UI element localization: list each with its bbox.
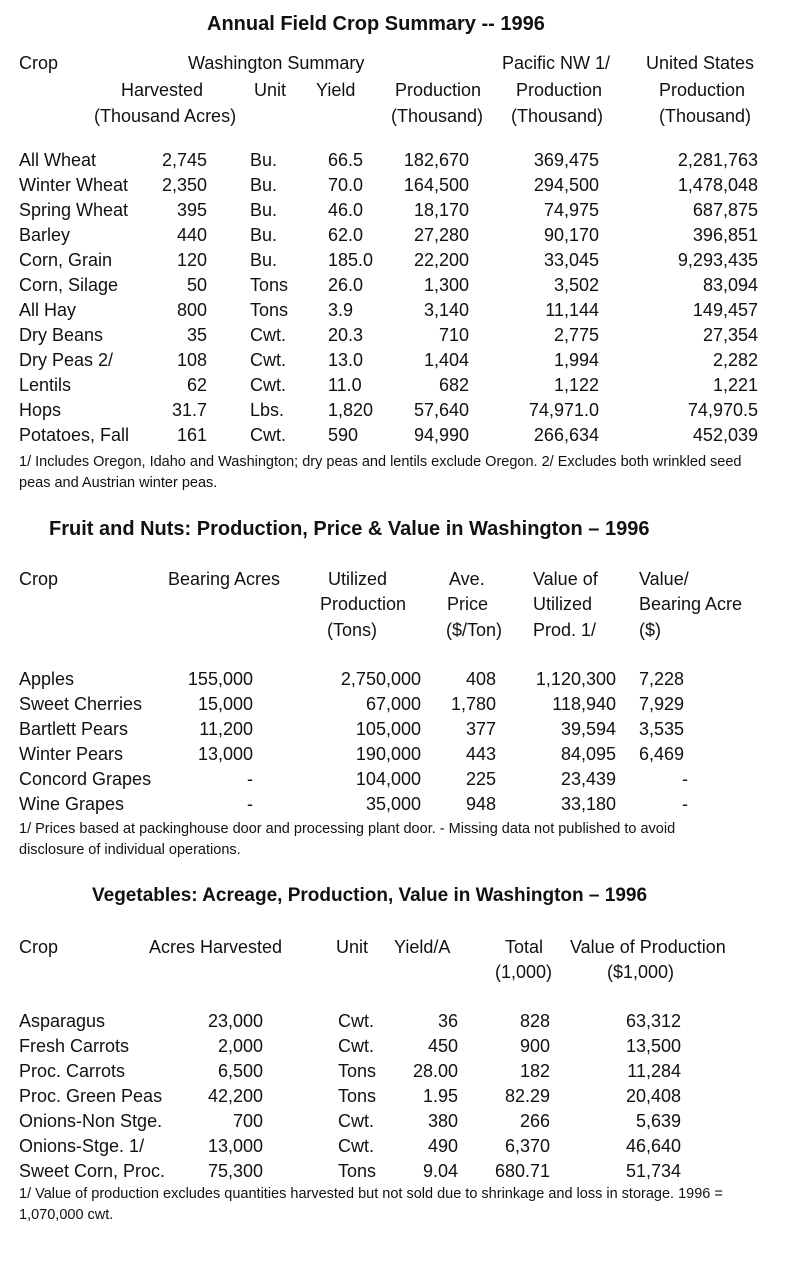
field-cell-harvested: 120: [176, 250, 207, 270]
veg-cell-total: 182: [519, 1061, 550, 1081]
field-cell-pnw-production: 369,475: [533, 150, 599, 170]
veg-cell-crop: Onions-Non Stge.: [19, 1111, 163, 1131]
veg-cell-crop: Fresh Carrots: [19, 1036, 130, 1056]
fruit-cell-crop: Winter Pears: [19, 744, 124, 764]
veg-cell-yield: 380: [427, 1111, 458, 1131]
field-cell-production: 3,140: [423, 300, 469, 320]
veg-cell-value: 20,408: [625, 1086, 681, 1106]
field-cell-production: 164,500: [403, 175, 469, 195]
field-cell-yield: 46.0: [328, 200, 364, 220]
veg-header-crop: Crop: [19, 937, 59, 957]
fruit-cell-crop: Apples: [19, 669, 75, 689]
veg-cell-unit: Tons: [338, 1086, 377, 1106]
field-cell-crop: Dry Beans: [19, 325, 104, 345]
field-header-united-states: United States: [646, 53, 755, 73]
veg-cell-yield: 450: [427, 1036, 458, 1056]
field-header-thousand-acres: (Thousand Acres): [94, 106, 237, 126]
field-cell-harvested: 2,745: [161, 150, 207, 170]
fruit-cell-value-per-acre: -: [682, 794, 688, 814]
veg-cell-acres: 23,000: [207, 1011, 263, 1031]
fruit-cell-crop: Bartlett Pears: [19, 719, 129, 739]
veg-header-thousand: (1,000): [495, 962, 553, 982]
field-cell-us-production: 687,875: [692, 200, 758, 220]
field-cell-us-production: 1,478,048: [677, 175, 758, 195]
field-cell-yield: 3.9: [328, 300, 354, 320]
field-header-yield: Yield: [316, 80, 356, 100]
fruit-cell-production: 2,750,000: [340, 669, 421, 689]
field-cell-yield: 62.0: [328, 225, 364, 245]
field-cell-us-production: 74,970.5: [687, 400, 758, 420]
field-cell-yield: 70.0: [328, 175, 364, 195]
veg-cell-total: 6,370: [504, 1136, 550, 1156]
fruit-cell-production: 35,000: [365, 794, 421, 814]
fruit-cell-bearing-acres: 13,000: [197, 744, 253, 764]
fruit-cell-price: 377: [465, 719, 496, 739]
veg-header-acres-harvested: Acres Harvested: [149, 937, 283, 957]
field-cell-harvested: 62: [186, 375, 207, 395]
fruit-cell-value: 118,940: [552, 694, 616, 714]
veg-cell-acres: 6,500: [217, 1061, 263, 1081]
field-cell-harvested: 35: [186, 325, 207, 345]
veg-title: Vegetables: Acreage, Production, Value in Washington – 1996: [92, 885, 648, 906]
field-cell-unit: Cwt.: [250, 375, 286, 395]
field-cell-unit: Cwt.: [250, 425, 286, 445]
veg-cell-yield: 28.00: [412, 1061, 458, 1081]
field-cell-production: 22,200: [413, 250, 469, 270]
field-cell-yield: 13.0: [328, 350, 364, 370]
fruit-header-crop: Crop: [19, 569, 59, 589]
field-cell-harvested: 395: [176, 200, 207, 220]
veg-cell-unit: Cwt.: [338, 1136, 374, 1156]
fruit-cell-bearing-acres: 11,200: [199, 719, 253, 739]
veg-cell-total: 828: [519, 1011, 550, 1031]
field-cell-production: 18,170: [413, 200, 469, 220]
veg-header-value-of-production: Value of Production: [570, 937, 726, 957]
field-cell-us-production: 2,282: [712, 350, 758, 370]
veg-cell-value: 51,734: [625, 1161, 681, 1181]
field-cell-pnw-production: 1,122: [553, 375, 599, 395]
fruit-cell-value-per-acre: 6,469: [639, 744, 685, 764]
fruit-cell-value: 39,594: [560, 719, 616, 739]
fruit-cell-value: 84,095: [560, 744, 616, 764]
fruit-header-utilized-2: Utilized: [533, 594, 593, 614]
field-footnote: 1/ Includes Oregon, Idaho and Washington; dry peas and lentils exclude Oregon. 2/ Excludes both wrinkled seed peas and Austrian winter peas.: [19, 454, 742, 491]
veg-cell-acres: 2,000: [217, 1036, 263, 1056]
fruit-cell-production: 104,000: [355, 769, 421, 789]
field-cell-crop: Spring Wheat: [19, 200, 129, 220]
field-cell-crop: Hops: [19, 400, 62, 420]
fruit-header-utilized: Utilized: [328, 569, 388, 589]
field-cell-us-production: 452,039: [692, 425, 758, 445]
field-crops-title: Annual Field Crop Summary -- 1996: [207, 13, 545, 35]
veg-cell-value: 46,640: [625, 1136, 681, 1156]
field-cell-crop: Dry Peas 2/: [19, 350, 114, 370]
field-cell-unit: Bu.: [250, 225, 278, 245]
field-header-us-production: Production: [659, 80, 746, 100]
fruit-header-bearing-acres: Bearing Acres: [168, 569, 281, 589]
field-cell-yield: 20.3: [328, 325, 364, 345]
field-header-washington-summary: Washington Summary: [188, 53, 365, 73]
fruit-cell-value: 33,180: [560, 794, 616, 814]
field-cell-harvested: 800: [176, 300, 207, 320]
field-header-unit: Unit: [254, 80, 287, 100]
veg-header-yield: Yield/A: [394, 937, 451, 957]
veg-cell-total: 680.71: [494, 1161, 550, 1181]
fruit-cell-value-per-acre: -: [682, 769, 688, 789]
field-cell-unit: Cwt.: [250, 325, 286, 345]
field-cell-pnw-production: 74,975: [543, 200, 599, 220]
field-cell-crop: Winter Wheat: [19, 175, 129, 195]
field-cell-production: 27,280: [413, 225, 469, 245]
field-header-pacific-nw: Pacific NW 1/: [502, 53, 611, 73]
field-cell-us-production: 27,354: [702, 325, 758, 345]
fruit-cell-value: 1,120,300: [535, 669, 616, 689]
fruit-footnote: 1/ Prices based at packinghouse door and processing plant door. - Missing data not published to avoid disclosure of individual operations.: [19, 821, 676, 858]
field-cell-unit: Lbs.: [250, 400, 285, 420]
veg-cell-value: 63,312: [625, 1011, 681, 1031]
fruit-cell-value-per-acre: 3,535: [639, 719, 685, 739]
field-header-thousand-2: (Thousand): [511, 106, 604, 126]
field-cell-pnw-production: 266,634: [533, 425, 599, 445]
veg-cell-total: 266: [519, 1111, 550, 1131]
field-header-harvested: Harvested: [121, 80, 204, 100]
veg-cell-unit: Tons: [338, 1061, 377, 1081]
field-cell-unit: Bu.: [250, 175, 278, 195]
fruit-cell-price: 443: [465, 744, 496, 764]
field-cell-unit: Tons: [250, 300, 289, 320]
field-cell-crop: All Hay: [19, 300, 77, 320]
field-cell-production: 682: [438, 375, 469, 395]
veg-cell-crop: Proc. Carrots: [19, 1061, 126, 1081]
veg-cell-yield: 36: [437, 1011, 458, 1031]
field-cell-pnw-production: 74,971.0: [528, 400, 599, 420]
veg-cell-total: 900: [519, 1036, 550, 1056]
field-cell-production: 57,640: [413, 400, 469, 420]
fruit-cell-crop: Wine Grapes: [19, 794, 125, 814]
field-cell-unit: Bu.: [250, 150, 278, 170]
fruit-cell-production: 67,000: [365, 694, 421, 714]
veg-cell-value: 5,639: [635, 1111, 681, 1131]
field-cell-unit: Bu.: [250, 200, 278, 220]
field-cell-yield: 185.0: [328, 250, 374, 270]
veg-cell-crop: Sweet Corn, Proc.: [19, 1161, 166, 1181]
fruit-header-production: Production: [320, 594, 407, 614]
fruit-cell-production: 190,000: [355, 744, 421, 764]
field-cell-us-production: 2,281,763: [677, 150, 758, 170]
veg-cell-crop: Asparagus: [19, 1011, 106, 1031]
fruit-cell-price: 408: [465, 669, 496, 689]
fruit-header-dollar-per-ton: ($/Ton): [446, 620, 503, 640]
veg-footnote: 1/ Value of production excludes quantities harvested but not sold due to shrinkage and loss in storage. 1996 = 1,070,000 cwt.: [19, 1186, 723, 1223]
veg-cell-total: 82.29: [504, 1086, 550, 1106]
field-cell-crop: Barley: [19, 225, 71, 245]
field-cell-us-production: 83,094: [702, 275, 758, 295]
fruit-cell-crop: Sweet Cherries: [19, 694, 143, 714]
fruit-title: Fruit and Nuts: Production, Price & Value in Washington – 1996: [49, 518, 650, 540]
fruit-cell-bearing-acres: 155,000: [187, 669, 253, 689]
fruit-cell-value-per-acre: 7,929: [639, 694, 685, 714]
fruit-header-value-per: Value/: [639, 569, 689, 589]
field-cell-crop: Potatoes, Fall: [19, 425, 130, 445]
field-cell-pnw-production: 294,500: [533, 175, 599, 195]
fruit-cell-price: 948: [465, 794, 496, 814]
veg-cell-value: 13,500: [625, 1036, 681, 1056]
field-cell-yield: 590: [328, 425, 359, 445]
veg-cell-acres: 42,200: [207, 1086, 263, 1106]
veg-cell-unit: Tons: [338, 1161, 377, 1181]
veg-cell-unit: Cwt.: [338, 1036, 374, 1056]
field-cell-yield: 26.0: [328, 275, 364, 295]
field-cell-harvested: 31.7: [171, 400, 207, 420]
veg-header-thousand-dollars: ($1,000): [607, 962, 675, 982]
veg-cell-acres: 75,300: [207, 1161, 263, 1181]
field-cell-production: 182,670: [403, 150, 469, 170]
field-cell-production: 1,404: [423, 350, 469, 370]
veg-header-total: Total: [505, 937, 544, 957]
veg-cell-yield: 1.95: [422, 1086, 458, 1106]
fruit-cell-crop: Concord Grapes: [19, 769, 152, 789]
field-cell-production: 1,300: [423, 275, 469, 295]
fruit-cell-bearing-acres: -: [247, 794, 253, 814]
field-cell-harvested: 108: [176, 350, 207, 370]
field-header-thousand-3: (Thousand): [659, 106, 752, 126]
field-cell-pnw-production: 2,775: [553, 325, 599, 345]
field-cell-pnw-production: 1,994: [553, 350, 599, 370]
field-cell-production: 94,990: [413, 425, 469, 445]
field-cell-us-production: 1,221: [712, 375, 758, 395]
field-cell-harvested: 50: [186, 275, 207, 295]
field-cell-pnw-production: 90,170: [543, 225, 599, 245]
veg-cell-unit: Cwt.: [338, 1111, 374, 1131]
veg-cell-acres: 700: [232, 1111, 263, 1131]
fruit-cell-bearing-acres: 15,000: [197, 694, 253, 714]
field-cell-pnw-production: 11,144: [545, 300, 599, 320]
field-cell-harvested: 2,350: [161, 175, 207, 195]
field-header-production: Production: [395, 80, 482, 100]
field-cell-yield: 1,820: [328, 400, 374, 420]
field-cell-harvested: 161: [176, 425, 207, 445]
veg-cell-yield: 9.04: [422, 1161, 458, 1181]
field-cell-yield: 11.0: [328, 375, 362, 395]
field-cell-unit: Cwt.: [250, 350, 286, 370]
field-header-crop: Crop: [19, 53, 59, 73]
veg-header-unit: Unit: [336, 937, 369, 957]
veg-cell-unit: Cwt.: [338, 1011, 374, 1031]
veg-cell-yield: 490: [427, 1136, 458, 1156]
field-header-pnw-production: Production: [516, 80, 603, 100]
field-cell-crop: Corn, Grain: [19, 250, 113, 270]
field-cell-us-production: 149,457: [692, 300, 758, 320]
veg-cell-value: 11,284: [627, 1061, 681, 1081]
fruit-cell-bearing-acres: -: [247, 769, 253, 789]
field-cell-yield: 66.5: [328, 150, 364, 170]
field-cell-harvested: 440: [176, 225, 207, 245]
fruit-cell-production: 105,000: [355, 719, 421, 739]
veg-cell-crop: Proc. Green Peas: [19, 1086, 163, 1106]
fruit-header-price: Price: [447, 594, 489, 614]
field-header-thousand-1: (Thousand): [391, 106, 484, 126]
field-cell-pnw-production: 3,502: [553, 275, 599, 295]
fruit-header-tons: (Tons): [327, 620, 378, 640]
fruit-cell-price: 225: [465, 769, 496, 789]
field-cell-crop: Lentils: [19, 375, 72, 395]
field-cell-unit: Bu.: [250, 250, 278, 270]
veg-cell-acres: 13,000: [207, 1136, 263, 1156]
fruit-cell-value-per-acre: 7,228: [639, 669, 685, 689]
field-cell-crop: Corn, Silage: [19, 275, 119, 295]
field-cell-crop: All Wheat: [19, 150, 97, 170]
field-cell-pnw-production: 33,045: [543, 250, 599, 270]
fruit-header-ave: Ave.: [449, 569, 485, 589]
fruit-cell-price: 1,780: [450, 694, 496, 714]
fruit-header-value-of: Value of: [533, 569, 598, 589]
field-cell-us-production: 9,293,435: [677, 250, 758, 270]
fruit-header-prod: Prod. 1/: [533, 620, 597, 640]
fruit-header-bearing-acre: Bearing Acre: [639, 594, 743, 614]
field-cell-us-production: 396,851: [692, 225, 758, 245]
veg-cell-crop: Onions-Stge. 1/: [19, 1136, 145, 1156]
fruit-header-dollar: ($): [639, 620, 661, 640]
field-cell-production: 710: [438, 325, 469, 345]
field-cell-unit: Tons: [250, 275, 289, 295]
fruit-cell-value: 23,439: [560, 769, 616, 789]
